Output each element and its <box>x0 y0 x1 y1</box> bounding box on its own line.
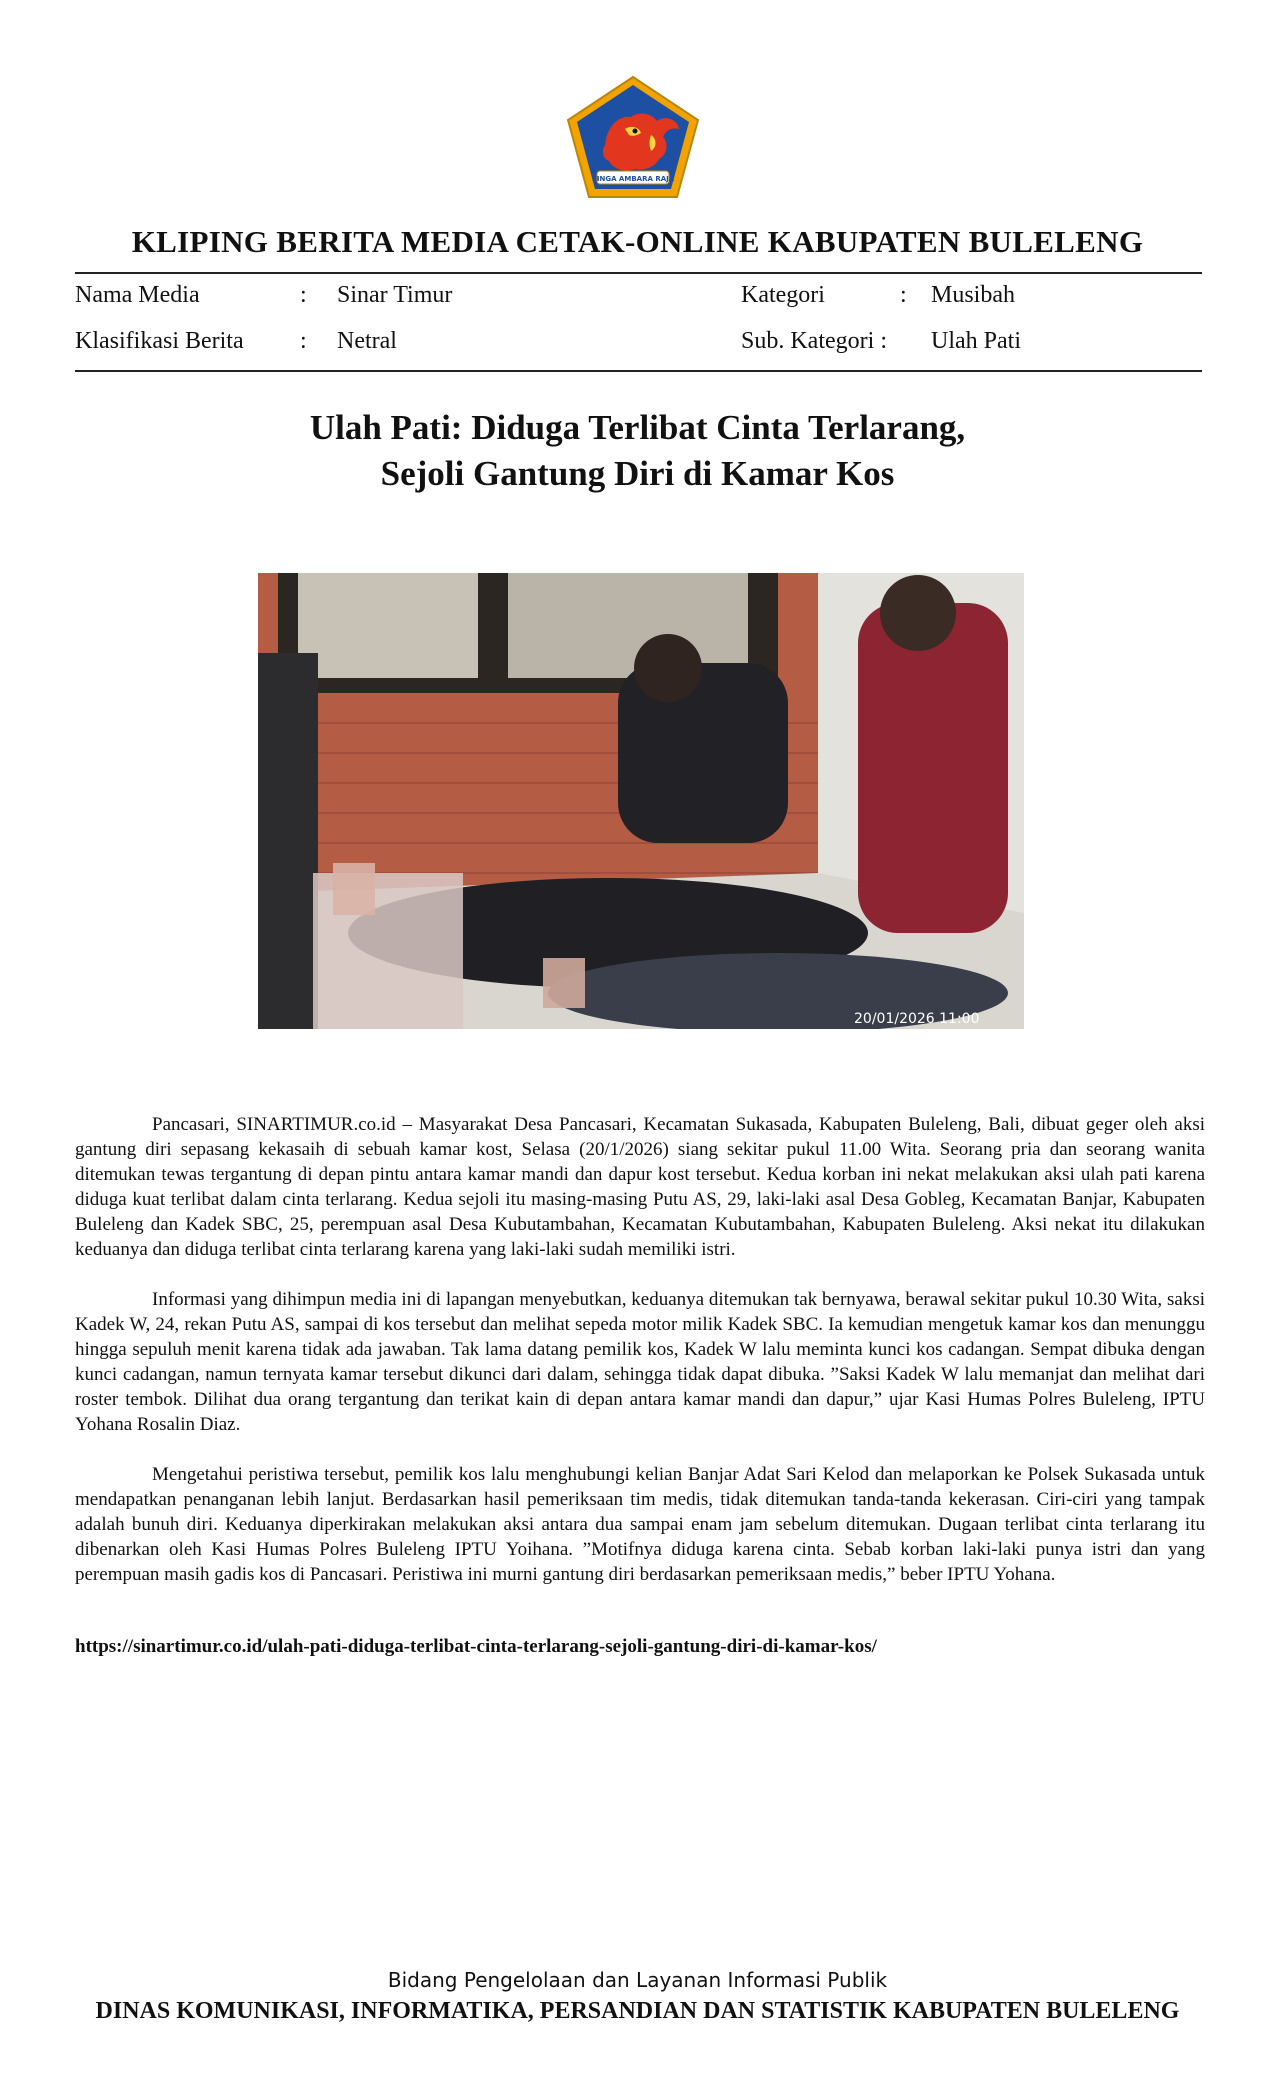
article-title <box>0 405 1275 497</box>
klasifikasi-label: Klasifikasi Berita <box>75 328 244 354</box>
article-photo <box>258 573 1024 1029</box>
article-paragraph: Pancasari, SINARTIMUR.co.id – Masyarakat Desa Pancasari, Kecamatan Sukasada, Kabupaten Buleleng, Bali, dibuat geger oleh aksi gantung diri sepasang kekasaih di sebuah kamar kost, Selasa (20/1/2026) siang sekitar pukul 11.00 Wita. Seorang pria dan seorang wanita ditemukan tewas tergantung di depan pintu antara kamar mandi dan dapur kost tersebut. Kedua korban ini nekat melakukan aksi ulah pati karena diduga kuat terlibat dalam cinta terlarang. Kedua sejoli itu masing-masing Putu AS, 29, laki-laki asal Desa Gobleg, Kecamatan Banjar, Kabupaten Buleleng dan Kadek SBC, 25, perempuan asal Desa Kubutambahan, Kecamatan Kubutambahan, Kabupaten Buleleng. Aksi nekat itu dilakukan keduanya dan diduga terlibat cinta terlarang karena yang laki-laki sudah memiliki istri. <box>75 1114 1205 1260</box>
header-rule-top <box>75 272 1202 274</box>
subkategori-value: Ulah Pati <box>931 328 1021 354</box>
subkategori-label: Sub. Kategori : <box>741 328 887 354</box>
media-label: Nama Media <box>75 282 200 308</box>
media-value: Sinar Timur <box>337 282 453 308</box>
photo-timestamp: 20/01/2026 11:00 <box>854 1011 980 1027</box>
klasifikasi-value: Netral <box>337 328 397 354</box>
article-paragraph: Informasi yang dihimpun media ini di lapangan menyebutkan, keduanya ditemukan tak bernyawa, berawal sekitar pukul 10.30 Wita, saksi Kadek W, 24, rekan Putu AS, sampai di kos tersebut dan melihat sepeda motor milik Kadek SBC. Ia kemudian mengetuk kamar kos dan menunggu hingga sepuluh menit karena tidak ada jawaban. Tak lama datang pemilik kos, Kadek W lalu meminta kunci kos cadangan. Sempat dibuka dengan kunci cadangan, namun ternyata kamar tersebut dikunci dari dalam, sehingga tidak dapat dibuka. ”Saksi Kadek W lalu memanjat dan melihat dari roster tembok. Dilihat dua orang tergantung dan terikat kain di depan antara kamar mandi dan dapur,” ujar Kasi Humas Polres Buleleng, IPTU Yohana Rosalin Diaz. <box>75 1289 1205 1435</box>
klasifikasi-colon: : <box>300 328 307 354</box>
footer-division: Bidang Pengelolaan dan Layanan Informasi Publik <box>387 1968 888 1992</box>
kategori-colon: : <box>900 282 907 308</box>
article-title-line-1: Ulah Pati: Diduga Terlibat Cinta Terlarang, <box>309 408 966 447</box>
article-body <box>75 1112 1205 1612</box>
source-url-link[interactable]: https://sinartimur.co.id/ulah-pati-diduga-terlibat-cinta-terlarang-sejoli-gantung-diri-di-kamar-kos/ <box>75 1636 877 1657</box>
footer-department: DINAS KOMUNIKASI, INFORMATIKA, PERSANDIAN DAN STATISTIK KABUPATEN BULELENG <box>95 1998 1180 2024</box>
media-colon: : <box>300 282 307 308</box>
logo-ribbon-text: SINGA AMBARA RAJA <box>591 175 675 183</box>
header-rule-bottom <box>75 370 1202 372</box>
singa-ambara-raja-emblem-icon <box>565 75 701 199</box>
article-paragraph: Mengetahui peristiwa tersebut, pemilik kos lalu menghubungi kelian Banjar Adat Sari Kelod dan melaporkan ke Polsek Sukasada untuk mendapatkan penanganan lebih lanjut. Berdasarkan hasil pemeriksaan tim medis, tidak ditemukan tanda-tanda kekerasan. Ciri-ciri yang tampak adalah bunuh diri. Keduanya diperkirakan melakukan aksi antara dua sampai enam jam sebelum ditemukan. Dugaan terlibat cinta terlarang itu dibenarkan oleh Kasi Humas Polres Buleleng IPTU Yoihana. ”Motifnya diduga karena cinta. Sebab korban laki-laki punya istri dan yang perempuan masih gadis kos di Pancasari. Peristiwa ini murni gantung diri berdasarkan pemeriksaan medis,” beber IPTU Yohana. <box>75 1464 1205 1585</box>
header-title: KLIPING BERITA MEDIA CETAK-ONLINE KABUPATEN BULELENG <box>131 224 1144 259</box>
kategori-value: Musibah <box>931 282 1015 308</box>
kategori-label: Kategori <box>741 282 825 308</box>
article-title-line-2: Sejoli Gantung Diri di Kamar Kos <box>380 454 895 493</box>
regency-logo <box>565 75 701 199</box>
